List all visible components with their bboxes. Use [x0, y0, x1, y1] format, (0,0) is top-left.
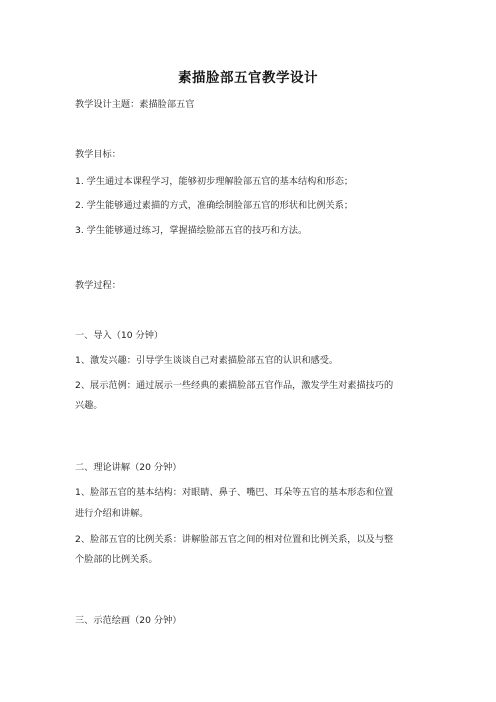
- section-heading: 一、导入（10 分钟）: [75, 330, 164, 341]
- section-heading: 二、理论讲解（20 分钟）: [75, 462, 182, 473]
- section-item-line: 进行介绍和讲解。: [75, 508, 149, 519]
- document-title: 素描脸部五官教学设计: [178, 70, 318, 86]
- section-item-line: 个脸部的比例关系。: [75, 554, 158, 565]
- section-item-line: 兴趣。: [75, 400, 103, 411]
- process-heading: 教学过程：: [75, 280, 121, 291]
- objective-item: 2. 学生能够通过素描的方式，准确绘制脸部五官的形状和比例关系；: [75, 200, 354, 211]
- section-item-line: 1、脸部五官的基本结构：对眼睛、鼻子、嘴巴、耳朵等五官的基本形态和位置: [75, 487, 394, 498]
- section-item-line: 1、激发兴趣：引导学生谈谈自己对素描脸部五官的认识和感受。: [75, 355, 339, 366]
- theme-line: 教学设计主题：素描脸部五官: [75, 99, 195, 110]
- objective-item: 1. 学生通过本课程学习，能够初步理解脸部五官的基本结构和形态；: [75, 176, 354, 187]
- objectives-heading: 教学目标：: [75, 149, 121, 160]
- section-item-line: 2、展示范例：通过展示一些经典的素描脸部五官作品，激发学生对素描技巧的: [75, 380, 394, 391]
- section-item-line: 2、脸部五官的比例关系：讲解脸部五官之间的相对位置和比例关系，以及与整: [75, 534, 394, 545]
- section-heading: 三、示范绘画（20 分钟）: [75, 615, 182, 626]
- objective-item: 3. 学生能够通过练习，掌握描绘脸部五官的技巧和方法。: [75, 225, 308, 236]
